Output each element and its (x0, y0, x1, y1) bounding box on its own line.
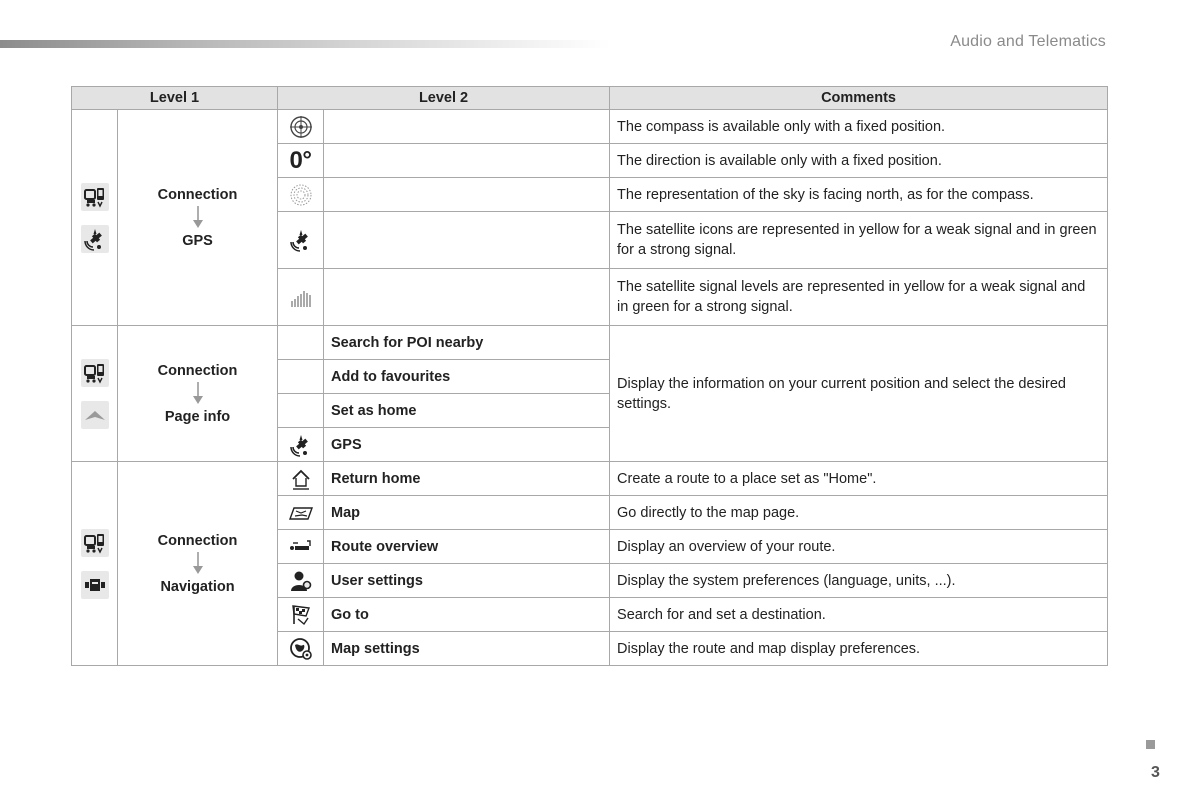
level1-bottom-label: Page info (164, 408, 231, 425)
level2-label (324, 110, 610, 144)
level2-icon-cell[interactable] (278, 496, 324, 530)
satellite-icon (81, 225, 109, 253)
comment-cell: Display the route and map display preferences. (610, 632, 1108, 666)
level1-icons-page-info (72, 326, 118, 462)
level1-bottom-label: GPS (182, 232, 213, 249)
level2-label[interactable]: Search for POI nearby (324, 326, 610, 360)
level1-label-page-info (118, 326, 278, 462)
satellite-icon (287, 226, 315, 254)
level1-icons-navigation (72, 462, 118, 666)
level2-label (324, 212, 610, 269)
level2-label[interactable]: Set as home (324, 394, 610, 428)
level2-label[interactable]: Return home (324, 462, 610, 496)
column-header-level1: Level 1 (72, 87, 278, 110)
comment-cell: The representation of the sky is facing north, as for the compass. (610, 178, 1108, 212)
table-row (72, 462, 1108, 496)
column-header-level2: Level 2 (278, 87, 610, 110)
compass-icon (287, 113, 315, 141)
arrow-down-icon (192, 382, 204, 406)
signal-bars-icon (287, 283, 315, 311)
level2-icon-cell[interactable] (278, 598, 324, 632)
table-header-row (72, 87, 1108, 110)
level1-top-label: Connection (157, 532, 238, 549)
level2-icon-cell[interactable] (278, 564, 324, 598)
comment-cell: The satellite signal levels are represented in yellow for a weak signal and in green for a strong signal. (610, 269, 1108, 326)
level2-label[interactable]: Add to favourites (324, 360, 610, 394)
connection-icon (81, 183, 109, 211)
table-row (72, 326, 1108, 360)
comment-cell: Display the information on your current position and select the desired settings. (610, 326, 1108, 462)
connection-icon (81, 359, 109, 387)
level1-label-gps (118, 110, 278, 326)
page-marker (1146, 740, 1155, 749)
satellite-icon (287, 431, 315, 459)
level2-icon-cell[interactable] (278, 178, 324, 212)
column-header-comments: Comments (610, 87, 1108, 110)
page-number: 3 (1151, 764, 1160, 781)
arrow-down-icon (192, 552, 204, 576)
map-settings-icon (287, 635, 315, 663)
comment-cell: Display an overview of your route. (610, 530, 1108, 564)
level1-bottom-label: Navigation (160, 578, 235, 595)
comment-cell: Display the system preferences (language, units, ...). (610, 564, 1108, 598)
level2-label[interactable]: Go to (324, 598, 610, 632)
home-icon (287, 465, 315, 493)
navigation-icon (81, 571, 109, 599)
level2-label[interactable]: Map (324, 496, 610, 530)
section-title: Audio and Telematics (950, 33, 1106, 50)
level1-top-label: Connection (157, 186, 238, 203)
level2-icon-cell[interactable] (278, 144, 324, 178)
level2-label[interactable]: User settings (324, 564, 610, 598)
level2-icon-cell[interactable] (278, 462, 324, 496)
level2-label (324, 269, 610, 326)
arrow-down-icon (192, 206, 204, 230)
level1-top-label: Connection (157, 362, 238, 379)
level2-icon-cell[interactable] (278, 530, 324, 564)
level2-icon-cell[interactable] (278, 326, 324, 360)
comment-cell: Create a route to a place set as "Home". (610, 462, 1108, 496)
level2-label (324, 178, 610, 212)
user-settings-icon (287, 567, 315, 595)
sky-view-icon (287, 181, 315, 209)
degree-icon: 0° (289, 146, 312, 174)
level2-icon-cell[interactable] (278, 428, 324, 462)
level2-icon-cell[interactable] (278, 110, 324, 144)
connection-icon (81, 529, 109, 557)
level2-label[interactable]: GPS (324, 428, 610, 462)
route-overview-icon (287, 533, 315, 561)
comment-cell: Search for and set a destination. (610, 598, 1108, 632)
level2-label[interactable]: Map settings (324, 632, 610, 666)
level2-icon-cell[interactable] (278, 212, 324, 269)
comment-cell: Go directly to the map page. (610, 496, 1108, 530)
comment-cell: The direction is available only with a fixed position. (610, 144, 1108, 178)
level2-icon-cell[interactable] (278, 360, 324, 394)
level2-icon-cell[interactable] (278, 394, 324, 428)
level2-icon-cell[interactable] (278, 632, 324, 666)
comment-cell: The compass is available only with a fixed position. (610, 110, 1108, 144)
level1-icons-gps (72, 110, 118, 326)
destination-flag-icon (287, 601, 315, 629)
map-icon (287, 499, 315, 527)
level2-label[interactable]: Route overview (324, 530, 610, 564)
level2-icon-cell[interactable] (278, 269, 324, 326)
level1-label-navigation (118, 462, 278, 666)
table-row (72, 110, 1108, 144)
comment-cell: The satellite icons are represented in yellow for a weak signal and in green for a strong signal. (610, 212, 1108, 269)
header-accent-bar (0, 40, 610, 48)
position-arrow-icon (81, 401, 109, 429)
menu-table (71, 86, 1108, 666)
level2-label (324, 144, 610, 178)
